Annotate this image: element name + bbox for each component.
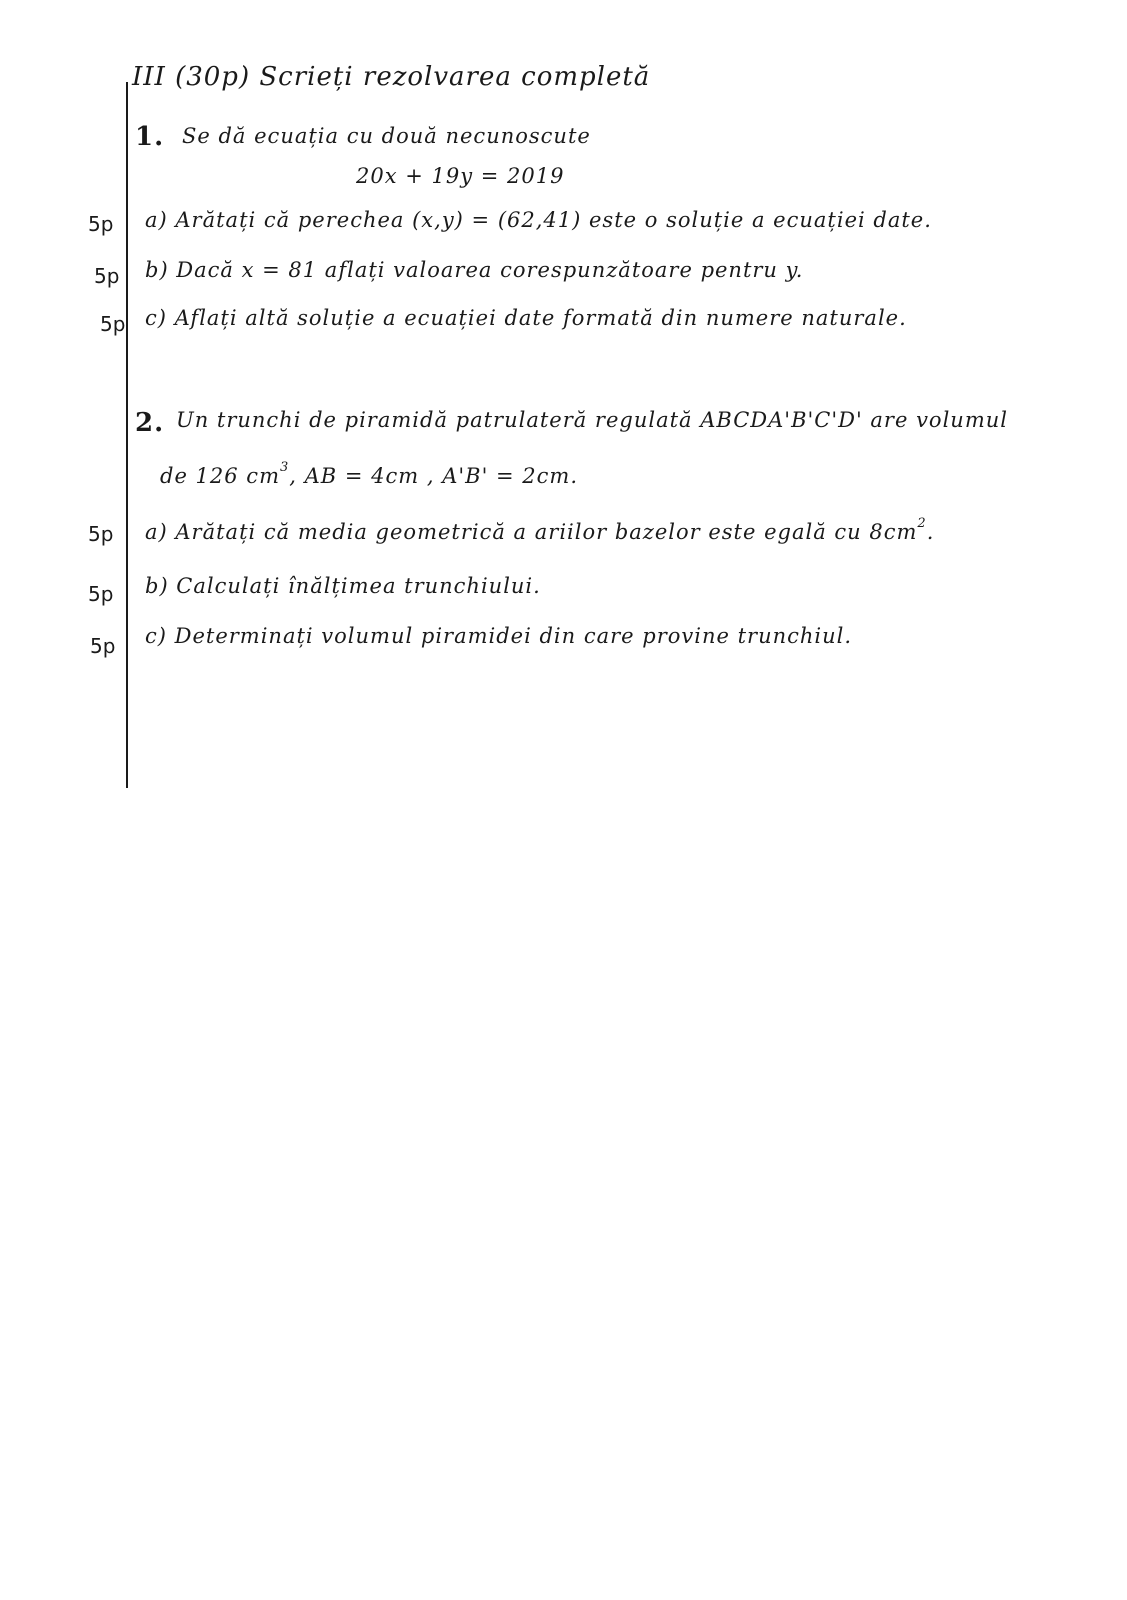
problem-2b-text: b) Calculați înălțimea trunchiului. [145,574,541,598]
problem-2-statement: Un trunchi de piramidă patrulateră regulată ABCDA'B'C'D' are volumul [176,408,1008,432]
problem-2-number [135,408,164,438]
problem-2c-text: c) Determinați volumul piramidei din care provine trunchiul. [145,624,853,648]
points-2a: 5p [88,522,114,546]
problem-2-given [160,460,578,488]
problem-1b-text: b) Dacă x = 81 aflați valoarea corespunzătoare pentru y. [145,258,804,282]
problem-1-label: 1. [135,122,165,152]
given-exponent: 3 [279,460,290,475]
section-header: III (30p) Scrieți rezolvarea completă [132,62,651,92]
points-2b: 5p [88,582,114,606]
points-1c: 5p [100,312,126,336]
problem-2-label: 2. [135,408,165,438]
points-1b: 5p [94,264,120,288]
margin-line [126,82,128,788]
problem-1c-text: c) Aflați altă soluție a ecuației date formată din numere naturale. [145,306,907,330]
given-volume: de 126 cm [160,464,280,488]
problem-2a-main: a) Arătați că media geometrică a ariilor bazelor este egală cu 8cm [145,520,918,544]
problem-2a-exponent: 2 [917,516,927,531]
points-2c: 5p [90,634,116,658]
problem-2a-text [145,516,934,544]
problem-1-equation: 20x + 19y = 2019 [356,164,565,188]
problem-2a-tail: . [926,520,935,544]
problem-1a-text: a) Arătați că perechea (x,y) = (62,41) este o soluție a ecuației date. [145,208,932,232]
problem-1-number [135,122,164,152]
problem-1-statement: Se dă ecuația cu două necunoscute [182,124,591,148]
given-edges: , AB = 4cm , A'B' = 2cm. [289,464,579,488]
points-1a: 5p [88,212,114,236]
